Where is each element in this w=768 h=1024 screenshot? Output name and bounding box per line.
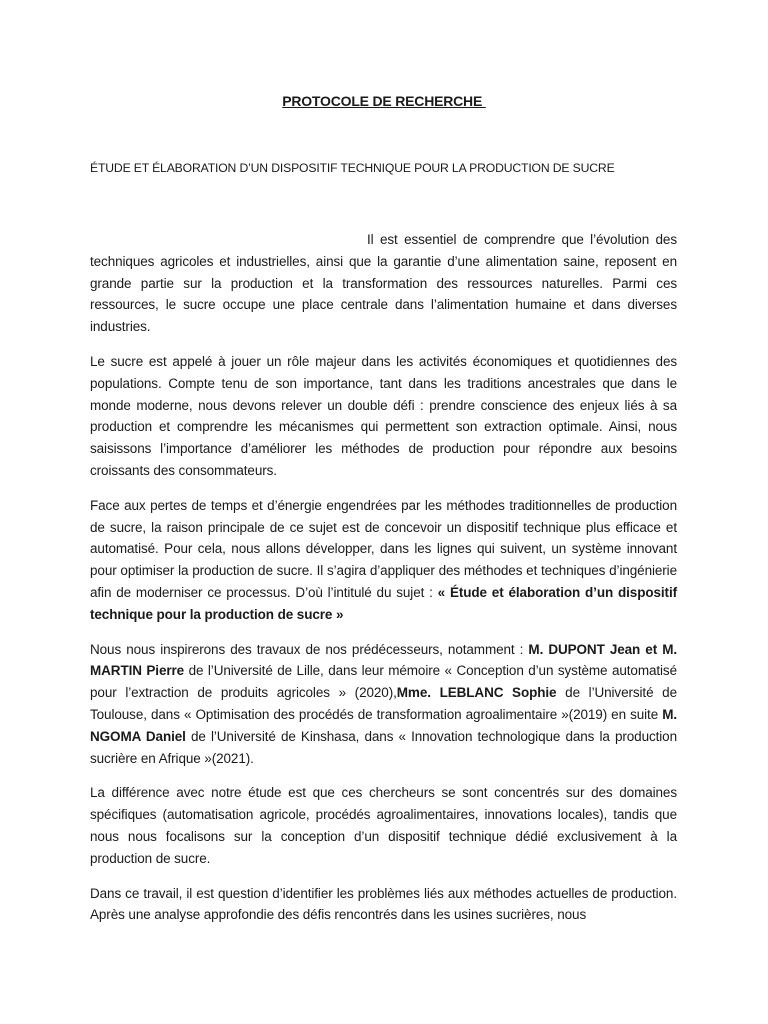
paragraph-intro: Il est essentiel de comprendre que l’évolution des techniques agricoles et industrielles, ainsi que la garantie d’une alimentation saine, reposent en grande partie sur la production et la transformation des ressources naturelles. Parmi ces ressources, le sucre occupe une place centrale dans l’alimentation humaine et dans diverses industries. <box>90 232 677 335</box>
predecessors-kinshasa: de l’Université de Kinshasa, dans « Innovation technologique dans la production sucrière en Afrique »(2021). <box>90 728 678 766</box>
author-leblanc: Mme. LEBLANC Sophie <box>396 685 557 701</box>
paragraph-predecessors <box>90 639 677 770</box>
paragraph-importance: Le sucre est appelé à jouer un rôle majeur dans les activités économiques et quotidiennes des populations. Compte tenu de son importance, tant dans les traditions ancestrales que dans le monde moderne, nous devons relever un double défi : prendre conscience des enjeux liés à sa production et comprendre les mécanismes qui permettent son extraction optimale. Ainsi, nous saisissons l’importance d’améliorer les méthodes de production pour répondre aux besoins croissants des consommateurs. <box>90 353 677 478</box>
paragraph-motivation-text: Face aux pertes de temps et d’énergie engendrées par les méthodes traditionnelles de production de sucre, la raison principale de ce sujet est de concevoir un dispositif technique plus efficace et automatisé. Pour cela, nous allons développer, dans les lignes qui suivent, un système innovant pour optimiser la production de sucre. Il s’agira d’appliquer des méthodes et techniques d’ingénierie afin de moderniser ce processus. D’où l’intitulé du sujet : <box>90 497 677 600</box>
authors-dupont-martin: M. DUPONT Jean et M. MARTIN Pierre <box>90 641 677 679</box>
paragraph-difference: La différence avec notre étude est que ces chercheurs se sont concentrés sur des domaines spécifiques (automatisation agricole, procédés agroalimentaires, innovations locales), tandis que nous nous focalisons sur la conception d’un dispositif technique dédié exclusivement à la production de sucre. <box>90 785 677 866</box>
document-body <box>90 229 677 939</box>
predecessors-lille: de l’Université de Lille, dans leur mémoire « Conception d’un système automatisé pour l’extraction de produits agricoles » (2020), <box>90 663 677 701</box>
paragraph-motivation <box>90 495 677 626</box>
author-ngoma: M. NGOMA Daniel <box>90 706 677 744</box>
predecessors-toulouse: de l’Université de Toulouse, dans « Optimisation des procédés de transformation agroalimentaire »(2019) en suite <box>90 685 677 722</box>
document-title: PROTOCOLE DE RECHERCHE <box>282 93 486 109</box>
document-subtitle: ÉTUDE ET ÉLABORATION D’UN DISPOSITIF TECHNIQUE POUR LA PRODUCTION DE SUCRE <box>90 161 615 175</box>
subject-title-bold: « Étude et élaboration d’un dispositif technique pour la production de sucre » <box>90 584 677 622</box>
paragraph-work: Dans ce travail, il est question d’identifier les problèmes liés aux méthodes actuelles de production. Après une analyse approfondie des défis rencontrés dans les usines sucrières, nous <box>90 885 677 923</box>
predecessors-intro: Nous nous inspirerons des travaux de nos prédécesseurs, notamment : <box>90 641 529 657</box>
